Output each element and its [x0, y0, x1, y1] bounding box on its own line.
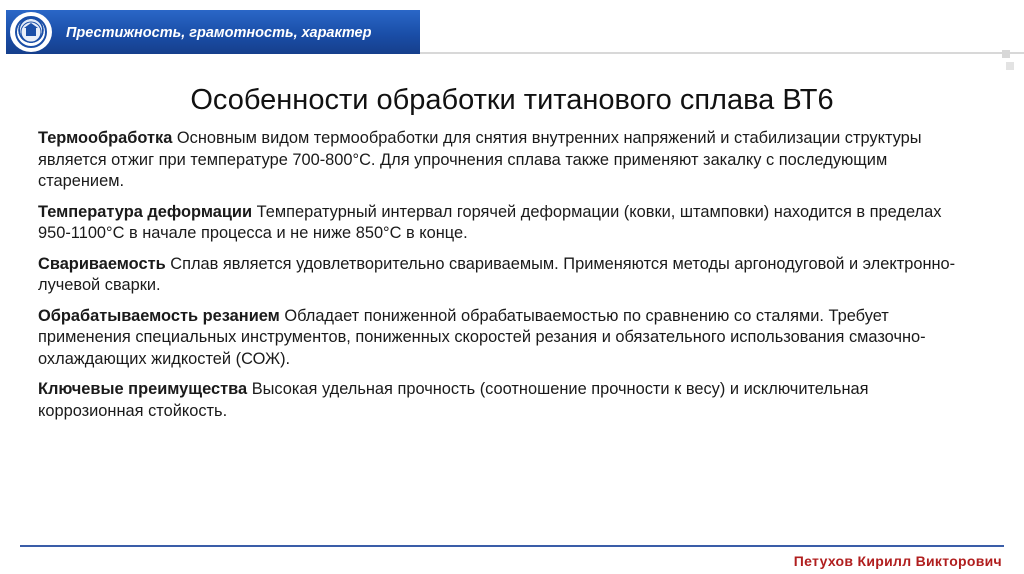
section-text: Сплав является удовлетворительно свариваемым. Применяются методы аргонодуговой и электронно-лучевой сварки. — [38, 254, 956, 294]
section-deformation-temperature — [38, 202, 958, 245]
section-heading: Обрабатываемость резанием — [38, 306, 280, 325]
section-text: Основным видом термообработки для снятия внутренних напряжений и стабилизации структуры является отжиг при температуре 700-800°С. Для упрочнения сплава также применяют закалку с последующим старением. — [38, 129, 922, 190]
section-text: Обладает пониженной обрабатываемостью по сравнению со сталями. Требует применения специальных инструментов, пониженных скоростей резания и обязательного использования смазочно-охлаждающих жидкостей (СОЖ). — [38, 306, 926, 368]
section-heading: Термообработка — [38, 129, 173, 147]
divider-end-square — [1002, 50, 1010, 58]
section-heading: Температура деформации — [38, 202, 253, 221]
section-heading: Свариваемость — [38, 254, 166, 273]
footer-author: Петухов Кирилл Викторович — [793, 553, 1002, 569]
slide-title: Особенности обработки титанового сплава ВТ6 — [190, 84, 834, 116]
section-text: Высокая удельная прочность (соотношение прочности к весу) и исключительная коррозионная стойкость. — [38, 380, 869, 420]
university-emblem-icon — [10, 12, 52, 52]
section-heading: Ключевые преимущества — [38, 380, 248, 398]
header-bar — [0, 0, 1024, 60]
header-motto: Престижность, грамотность, характер — [66, 25, 372, 41]
section-weldability — [38, 254, 958, 297]
section-machinability — [38, 306, 958, 371]
section-key-advantages — [38, 379, 958, 422]
footer-divider — [20, 545, 1004, 547]
corner-decoration — [1006, 62, 1014, 70]
section-text: Температурный интервал горячей деформации (ковки, штамповки) находится в пределах 950-1100°С в начале процесса и не ниже 850°С в конце. — [38, 202, 942, 242]
section-heat-treatment — [38, 128, 958, 193]
slide-content — [38, 128, 958, 431]
emblem-graphic — [12, 14, 50, 50]
header-divider — [420, 52, 1024, 54]
